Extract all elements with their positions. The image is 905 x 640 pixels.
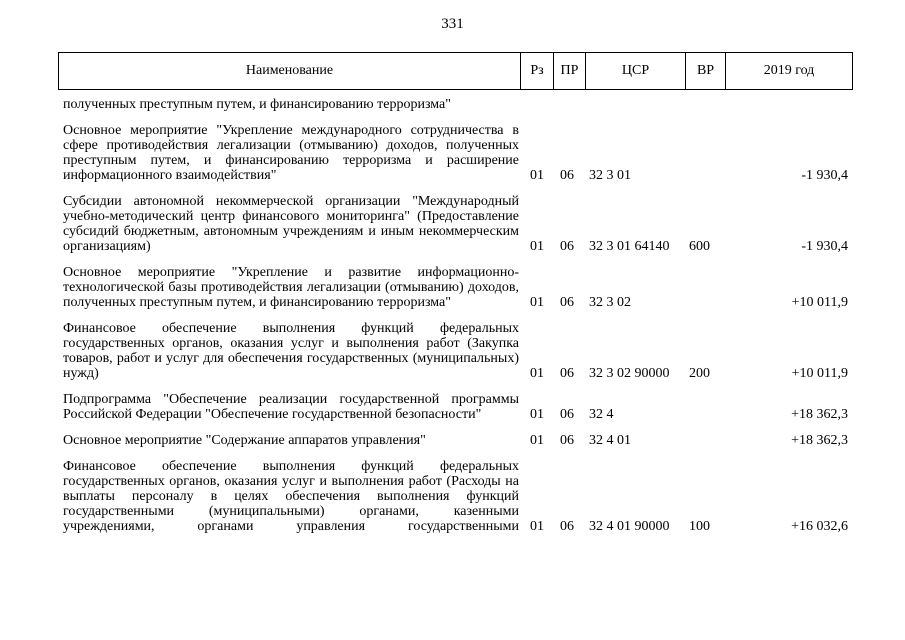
- row-csr: 32 3 02 90000: [589, 366, 670, 381]
- row-pr: 06: [560, 239, 574, 254]
- header-pr: ПР: [554, 53, 586, 89]
- row-name: Подпрограмма "Обеспечение реализации государственной программы Российской Федерации "Обеспечение государственной безопасности": [63, 392, 519, 422]
- row-rz: 01: [530, 407, 544, 422]
- row-csr: 32 4 01 90000: [589, 519, 670, 534]
- row-rz: 01: [530, 366, 544, 381]
- row-name: Основное мероприятие "Содержание аппаратов управления": [63, 433, 426, 448]
- table-row: [63, 433, 848, 448]
- row-csr: 32 3 02: [589, 295, 631, 310]
- header-year: 2019 год: [763, 63, 815, 78]
- row-name: Финансовое обеспечение выполнения функций федеральных государственных органов, оказания услуг и выполнения работ (Расходы на выплаты персоналу в целях обеспечения выполнения функций государственными (муниципальными) органами, казенными учреждениями, органами управления государственными: [63, 459, 519, 534]
- row-rz: 01: [530, 239, 544, 254]
- row-amount: +16 032,6: [791, 519, 848, 534]
- row-amount: +18 362,3: [791, 407, 848, 422]
- table-row: [63, 194, 848, 254]
- row-vr: 100: [689, 519, 710, 534]
- row-amount: -1 930,4: [801, 168, 848, 183]
- row-pr: 06: [560, 519, 574, 534]
- row-amount: +10 011,9: [791, 366, 848, 381]
- table-row: [63, 459, 848, 534]
- table-row: [63, 123, 848, 183]
- row-vr: 200: [689, 366, 710, 381]
- table-row: [63, 321, 848, 381]
- row-pr: 06: [560, 168, 574, 183]
- page-number: 331: [441, 16, 464, 32]
- row-name: Основное мероприятие "Укрепление и развитие информационно-технологической базы противодействия легализации (отмыванию) доходов, полученных преступным путем, и финансированию терроризма": [63, 265, 519, 310]
- row-rz: 01: [530, 519, 544, 534]
- header-name: Наименование: [59, 53, 521, 89]
- row-rz: 01: [530, 433, 544, 448]
- table-header: [58, 52, 853, 90]
- row-amount: +10 011,9: [791, 295, 848, 310]
- header-rz: Рз: [521, 53, 554, 89]
- table-body: [63, 97, 848, 545]
- table-row: [63, 392, 848, 422]
- row-csr: 32 3 01: [589, 168, 631, 183]
- row-pr: 06: [560, 407, 574, 422]
- continued-text: полученных преступным путем, и финансированию терроризма": [63, 97, 451, 112]
- row-csr: 32 4 01: [589, 433, 631, 448]
- row-pr: 06: [560, 295, 574, 310]
- row-csr: 32 3 01 64140: [589, 239, 670, 254]
- row-name: Основное мероприятие "Укрепление международного сотрудничества в сфере противодействия легализации (отмыванию) доходов, полученных преступным путем, и финансированию терроризма и расширение информационного взаимодействия": [63, 123, 519, 183]
- row-pr: 06: [560, 366, 574, 381]
- header-vr: ВР: [686, 53, 726, 89]
- row-rz: 01: [530, 295, 544, 310]
- table-row: [63, 265, 848, 310]
- row-name: Финансовое обеспечение выполнения функций федеральных государственных органов, оказания услуг и выполнения работ (Закупка товаров, работ и услуг для обеспечения государственных (муниципальных) нужд): [63, 321, 519, 381]
- row-csr: 32 4: [589, 407, 614, 422]
- row-pr: 06: [560, 433, 574, 448]
- row-amount: -1 930,4: [801, 239, 848, 254]
- row-name: Субсидии автономной некоммерческой организации "Международный учебно-методический центр финансового мониторинга" (Предоставление субсидий бюджетным, автономным учреждениям и иным некоммерческим организациям): [63, 194, 519, 254]
- row-rz: 01: [530, 168, 544, 183]
- row-amount: +18 362,3: [791, 433, 848, 448]
- header-csr: ЦСР: [586, 53, 686, 89]
- row-vr: 600: [689, 239, 710, 254]
